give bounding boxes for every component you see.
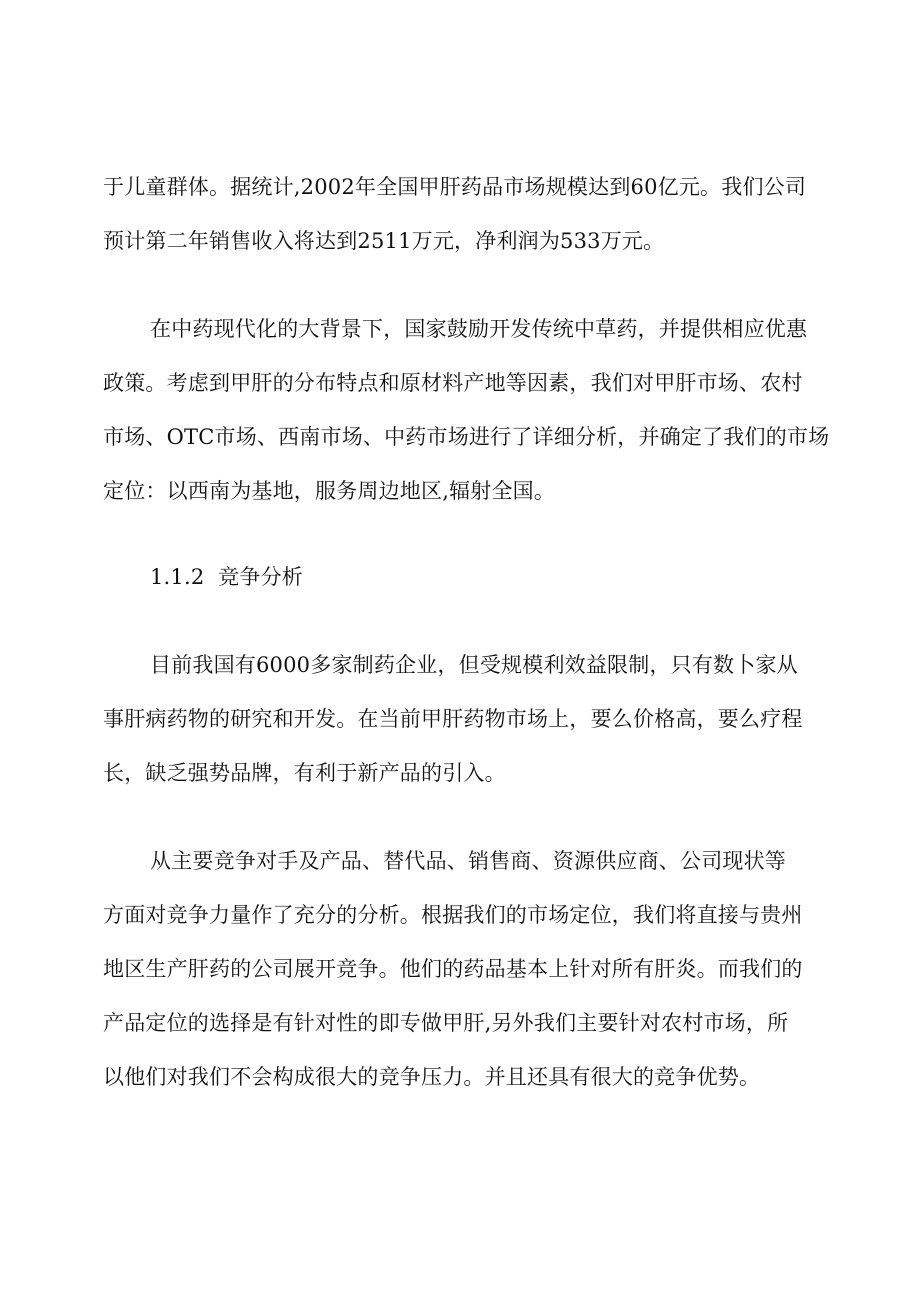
paragraph-4-line-1: 从主要竞争对手及产品、替代品、销售商、资源供应商、公司现状等 — [150, 849, 786, 873]
paragraph-2-line-3: 市场、OTC市场、西南市场、中药市场进行了详细分析，并确定了我们的市场 — [103, 425, 830, 449]
paragraph-3-line-3: 长，缺乏强势品牌，有利于新产品的引入。 — [103, 761, 506, 785]
paragraph-1-line-2: 预计第二年销售收入将达到2511万元，净利润为533万元。 — [103, 229, 665, 253]
paragraph-4-line-2: 方面对竞争力量作了充分的分析。根据我们的市场定位，我们将直接与贵州 — [103, 903, 803, 927]
paragraph-3-line-2: 事肝病药物的研究和开发。在当前甲肝药物市场上，要么价格高，要么疗程 — [103, 707, 803, 731]
paragraph-1-line-1: 于儿童群体。据统计,2002年全国甲肝药品市场规模达到60亿元。我们公司 — [103, 175, 807, 199]
paragraph-4-line-5: 以他们对我们不会构成很大的竞争压力。并且还具有很大的竞争优势。 — [103, 1065, 761, 1089]
paragraph-3-line-1: 目前我国有6000多家制药企业，但受规模利效益限制，只有数卜家从 — [150, 653, 798, 677]
paragraph-2-line-1: 在中药现代化的大背景下，国家鼓励开发传统中草药，并提供相应优惠 — [150, 317, 808, 341]
paragraph-4-line-3: 地区生产肝药的公司展开竞争。他们的药品基本上针对所有肝炎。而我们的 — [103, 957, 803, 981]
paragraph-4-line-4: 产品定位的选择是有针对性的即专做甲肝,另外我们主要针对农村市场，所 — [103, 1011, 789, 1035]
section-heading: 1.1.2 竞争分析 — [150, 565, 303, 589]
paragraph-2-line-2: 政策。考虑到甲肝的分布特点和原材料产地等因素，我们对甲肝市场、农村 — [103, 371, 803, 395]
paragraph-2-line-4: 定位：以西南为基地，服务周边地区,辐射全国。 — [103, 479, 556, 503]
